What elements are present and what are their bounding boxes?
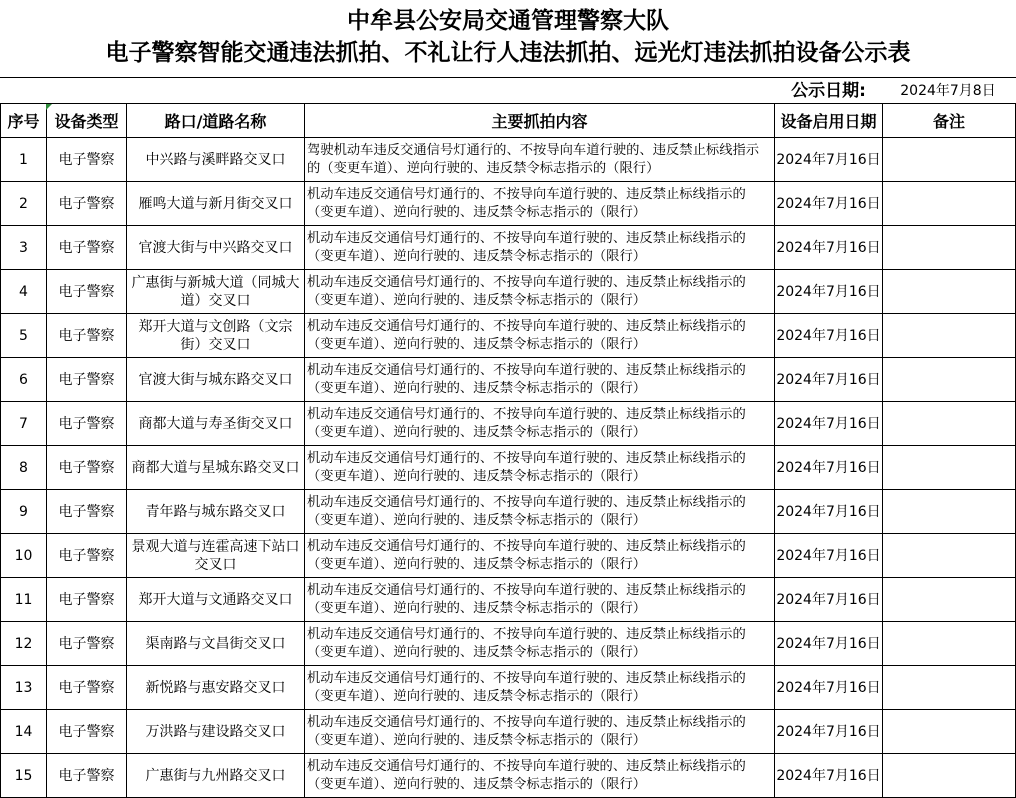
cell-note[interactable] <box>883 138 1016 182</box>
cell-capture-content[interactable]: 机动车违反交通信号灯通行的、不按导向车道行驶的、违反禁止标线指示的（变更车道）、逆向行驶的、违反禁令标志指示的（限行） <box>305 226 775 270</box>
cell-device-type[interactable]: 电子警察 <box>47 754 127 798</box>
cell-road-name[interactable]: 景观大道与连霍高速下站口交叉口 <box>127 534 305 578</box>
cell-no[interactable]: 6 <box>1 358 47 402</box>
cell-road-name[interactable]: 青年路与城东路交叉口 <box>127 490 305 534</box>
cell-note[interactable] <box>883 358 1016 402</box>
table-row <box>1 270 1016 314</box>
cell-enable-date[interactable]: 2024年7月16日 <box>775 490 883 534</box>
header-cell-note[interactable]: 备注 <box>883 104 1016 138</box>
table-row <box>1 754 1016 798</box>
cell-device-type[interactable]: 电子警察 <box>47 402 127 446</box>
equipment-table-wrap <box>0 103 1016 798</box>
cell-note[interactable] <box>883 226 1016 270</box>
cell-capture-content[interactable]: 驾驶机动车违反交通信号灯通行的、不按导向车道行驶的、违反禁止标线指示的（变更车道）、逆向行驶的、违反禁令标志指示的（限行） <box>305 138 775 182</box>
cell-note[interactable] <box>883 314 1016 358</box>
table-row <box>1 358 1016 402</box>
cell-capture-content[interactable]: 机动车违反交通信号灯通行的、不按导向车道行驶的、违反禁止标线指示的（变更车道）、逆向行驶的、违反禁令标志指示的（限行） <box>305 754 775 798</box>
header-cell-road[interactable]: 路口/道路名称 <box>127 104 305 138</box>
cell-device-type[interactable]: 电子警察 <box>47 270 127 314</box>
cell-device-type[interactable]: 电子警察 <box>47 622 127 666</box>
publish-date-label: 公示日期: <box>791 81 866 101</box>
cell-road-name[interactable]: 新悦路与惠安路交叉口 <box>127 666 305 710</box>
cell-enable-date[interactable]: 2024年7月16日 <box>775 358 883 402</box>
cell-capture-content[interactable]: 机动车违反交通信号灯通行的、不按导向车道行驶的、违反禁止标线指示的（变更车道）、逆向行驶的、违反禁令标志指示的（限行） <box>305 578 775 622</box>
table-row <box>1 622 1016 666</box>
cell-no[interactable]: 14 <box>1 710 47 754</box>
cell-capture-content[interactable]: 机动车违反交通信号灯通行的、不按导向车道行驶的、违反禁止标线指示的（变更车道）、逆向行驶的、违反禁令标志指示的（限行） <box>305 358 775 402</box>
cell-note[interactable] <box>883 534 1016 578</box>
cell-capture-content[interactable]: 机动车违反交通信号灯通行的、不按导向车道行驶的、违反禁止标线指示的（变更车道）、逆向行驶的、违反禁令标志指示的（限行） <box>305 402 775 446</box>
cell-note[interactable] <box>883 446 1016 490</box>
cell-capture-content[interactable]: 机动车违反交通信号灯通行的、不按导向车道行驶的、违反禁止标线指示的（变更车道）、逆向行驶的、违反禁令标志指示的（限行） <box>305 270 775 314</box>
cell-note[interactable] <box>883 622 1016 666</box>
header-cell-date[interactable]: 设备启用日期 <box>775 104 883 138</box>
table-row <box>1 314 1016 358</box>
cell-no[interactable]: 13 <box>1 666 47 710</box>
cell-no[interactable]: 8 <box>1 446 47 490</box>
cell-note[interactable] <box>883 402 1016 446</box>
cell-no[interactable]: 4 <box>1 270 47 314</box>
table-row <box>1 534 1016 578</box>
cell-enable-date[interactable]: 2024年7月16日 <box>775 578 883 622</box>
cell-capture-content[interactable]: 机动车违反交通信号灯通行的、不按导向车道行驶的、违反禁止标线指示的（变更车道）、逆向行驶的、违反禁令标志指示的（限行） <box>305 314 775 358</box>
cell-capture-content[interactable]: 机动车违反交通信号灯通行的、不按导向车道行驶的、违反禁止标线指示的（变更车道）、逆向行驶的、违反禁令标志指示的（限行） <box>305 622 775 666</box>
cell-note[interactable] <box>883 182 1016 226</box>
cell-enable-date[interactable]: 2024年7月16日 <box>775 754 883 798</box>
table-row <box>1 490 1016 534</box>
cell-capture-content[interactable]: 机动车违反交通信号灯通行的、不按导向车道行驶的、违反禁止标线指示的（变更车道）、逆向行驶的、违反禁令标志指示的（限行） <box>305 710 775 754</box>
cell-road-name[interactable]: 官渡大街与中兴路交叉口 <box>127 226 305 270</box>
cell-enable-date[interactable]: 2024年7月16日 <box>775 402 883 446</box>
table-row <box>1 446 1016 490</box>
table-row <box>1 710 1016 754</box>
cell-road-name[interactable]: 万洪路与建设路交叉口 <box>127 710 305 754</box>
publish-date-value[interactable]: 2024年7月8日 <box>900 83 996 99</box>
cell-capture-content[interactable]: 机动车违反交通信号灯通行的、不按导向车道行驶的、违反禁止标线指示的（变更车道）、逆向行驶的、违反禁令标志指示的（限行） <box>305 534 775 578</box>
cell-no[interactable]: 7 <box>1 402 47 446</box>
equipment-table <box>0 103 1016 798</box>
cell-road-name[interactable]: 雁鸣大道与新月街交叉口 <box>127 182 305 226</box>
cell-enable-date[interactable]: 2024年7月16日 <box>775 182 883 226</box>
cell-device-type[interactable]: 电子警察 <box>47 314 127 358</box>
cell-no[interactable]: 12 <box>1 622 47 666</box>
cell-device-type[interactable]: 电子警察 <box>47 666 127 710</box>
table-body <box>1 138 1016 798</box>
sheet-title-line-2: 电子警察智能交通违法抓拍、不礼让行人违法抓拍、远光灯违法抓拍设备公示表 <box>105 40 911 66</box>
cell-road-name[interactable]: 官渡大街与城东路交叉口 <box>127 358 305 402</box>
table-header-row <box>1 104 1016 138</box>
cell-enable-date[interactable]: 2024年7月16日 <box>775 138 883 182</box>
cell-device-type[interactable]: 电子警察 <box>47 710 127 754</box>
header-cell-type[interactable]: 设备类型 <box>47 104 127 138</box>
cell-no[interactable]: 5 <box>1 314 47 358</box>
cell-comment-marker <box>46 104 52 110</box>
cell-no[interactable]: 15 <box>1 754 47 798</box>
cell-capture-content[interactable]: 机动车违反交通信号灯通行的、不按导向车道行驶的、违反禁止标线指示的（变更车道）、逆向行驶的、违反禁令标志指示的（限行） <box>305 666 775 710</box>
table-row <box>1 226 1016 270</box>
cell-device-type[interactable]: 电子警察 <box>47 578 127 622</box>
cell-no[interactable]: 2 <box>1 182 47 226</box>
header-cell-no[interactable]: 序号 <box>1 104 47 138</box>
cell-capture-content[interactable]: 机动车违反交通信号灯通行的、不按导向车道行驶的、违反禁止标线指示的（变更车道）、逆向行驶的、违反禁令标志指示的（限行） <box>305 182 775 226</box>
cell-note[interactable] <box>883 710 1016 754</box>
cell-note[interactable] <box>883 754 1016 798</box>
cell-device-type[interactable]: 电子警察 <box>47 358 127 402</box>
cell-enable-date[interactable]: 2024年7月16日 <box>775 666 883 710</box>
cell-road-name[interactable]: 郑开大道与文通路交叉口 <box>127 578 305 622</box>
cell-no[interactable]: 9 <box>1 490 47 534</box>
cell-enable-date[interactable]: 2024年7月16日 <box>775 622 883 666</box>
table-row <box>1 182 1016 226</box>
cell-note[interactable] <box>883 578 1016 622</box>
cell-no[interactable]: 3 <box>1 226 47 270</box>
cell-device-type[interactable]: 电子警察 <box>47 138 127 182</box>
cell-enable-date[interactable]: 2024年7月16日 <box>775 270 883 314</box>
cell-road-name[interactable]: 广惠街与九州路交叉口 <box>127 754 305 798</box>
cell-note[interactable] <box>883 270 1016 314</box>
cell-road-name[interactable]: 商都大道与寿圣街交叉口 <box>127 402 305 446</box>
table-row <box>1 402 1016 446</box>
cell-no[interactable]: 10 <box>1 534 47 578</box>
table-row <box>1 578 1016 622</box>
cell-note[interactable] <box>883 490 1016 534</box>
cell-enable-date[interactable]: 2024年7月16日 <box>775 446 883 490</box>
sheet-title-line-1: 中牟县公安局交通管理警察大队 <box>347 8 669 34</box>
cell-road-name[interactable]: 商都大道与星城东路交叉口 <box>127 446 305 490</box>
cell-device-type[interactable]: 电子警察 <box>47 226 127 270</box>
cell-no[interactable]: 1 <box>1 138 47 182</box>
cell-enable-date[interactable]: 2024年7月16日 <box>775 314 883 358</box>
cell-no[interactable]: 11 <box>1 578 47 622</box>
cell-road-name[interactable]: 郑开大道与文创路（文宗街）交叉口 <box>127 314 305 358</box>
header-cell-content[interactable]: 主要抓拍内容 <box>305 104 775 138</box>
cell-enable-date[interactable]: 2024年7月16日 <box>775 710 883 754</box>
cell-note[interactable] <box>883 666 1016 710</box>
cell-road-name[interactable]: 广惠街与新城大道（同城大道）交叉口 <box>127 270 305 314</box>
cell-device-type[interactable]: 电子警察 <box>47 446 127 490</box>
table-row <box>1 138 1016 182</box>
cell-device-type[interactable]: 电子警察 <box>47 490 127 534</box>
cell-device-type[interactable]: 电子警察 <box>47 534 127 578</box>
cell-road-name[interactable]: 中兴路与溪畔路交叉口 <box>127 138 305 182</box>
cell-enable-date[interactable]: 2024年7月16日 <box>775 226 883 270</box>
table-row <box>1 666 1016 710</box>
cell-capture-content[interactable]: 机动车违反交通信号灯通行的、不按导向车道行驶的、违反禁止标线指示的（变更车道）、逆向行驶的、违反禁令标志指示的（限行） <box>305 446 775 490</box>
cell-capture-content[interactable]: 机动车违反交通信号灯通行的、不按导向车道行驶的、违反禁止标线指示的（变更车道）、逆向行驶的、违反禁令标志指示的（限行） <box>305 490 775 534</box>
cell-enable-date[interactable]: 2024年7月16日 <box>775 534 883 578</box>
cell-device-type[interactable]: 电子警察 <box>47 182 127 226</box>
cell-road-name[interactable]: 渠南路与文昌街交叉口 <box>127 622 305 666</box>
publish-date-row <box>0 77 1016 104</box>
